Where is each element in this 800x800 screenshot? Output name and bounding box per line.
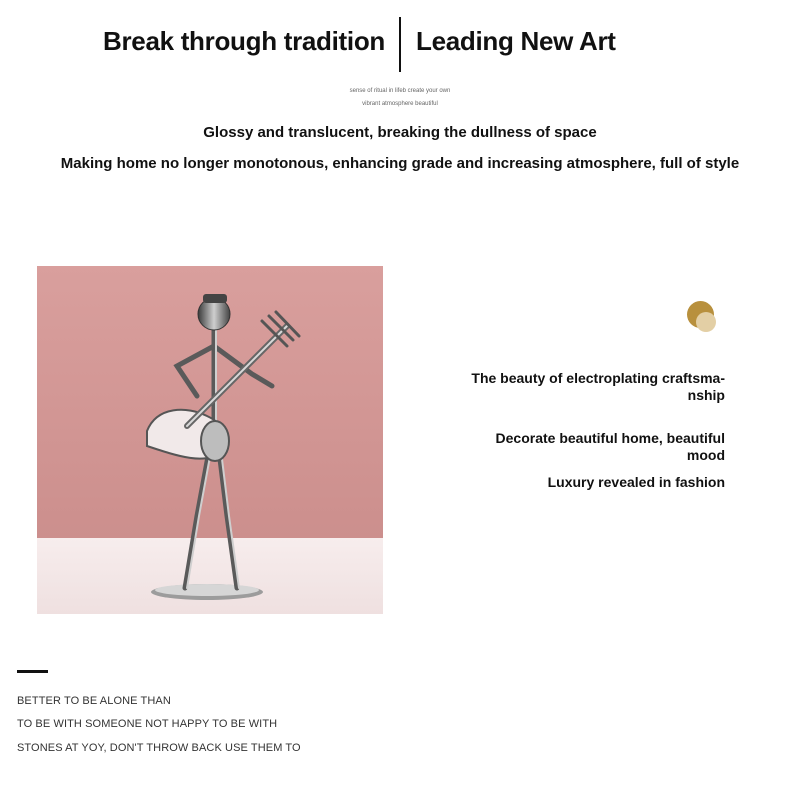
quote-line-2: TO BE WITH SOMEONE NOT HAPPY TO BE WITH — [17, 718, 278, 730]
tagline-line-1: Glossy and translucent, breaking the dullness of space — [203, 124, 597, 141]
tagline-line-2: Making home no longer monotonous, enhancing grade and increasing atmosphere, full of style — [60, 155, 740, 172]
feature-decorate: Decorate beautiful home, beautiful mood — [495, 430, 725, 463]
title-left: Break through tradition — [103, 26, 385, 56]
feature-luxury: Luxury revealed in fashion — [547, 474, 725, 490]
small-caption-line-1: sense of ritual in lifeb create your own — [349, 88, 451, 94]
product-photo — [37, 266, 383, 614]
quote-line-1: BETTER TO BE ALONE THAN — [17, 695, 171, 707]
title-right: Leading New Art — [416, 26, 616, 56]
quote-dash — [17, 670, 48, 673]
feature-craftsmanship: The beauty of electroplating craftsma-nship — [471, 370, 725, 403]
decor-dot-light — [696, 312, 716, 332]
title-divider — [399, 17, 401, 72]
quote-line-3: STONES AT YOY, DON'T THROW BACK USE THEM TO — [17, 742, 301, 754]
small-caption-line-2: vibrant atmosphere beautiful — [362, 101, 438, 107]
